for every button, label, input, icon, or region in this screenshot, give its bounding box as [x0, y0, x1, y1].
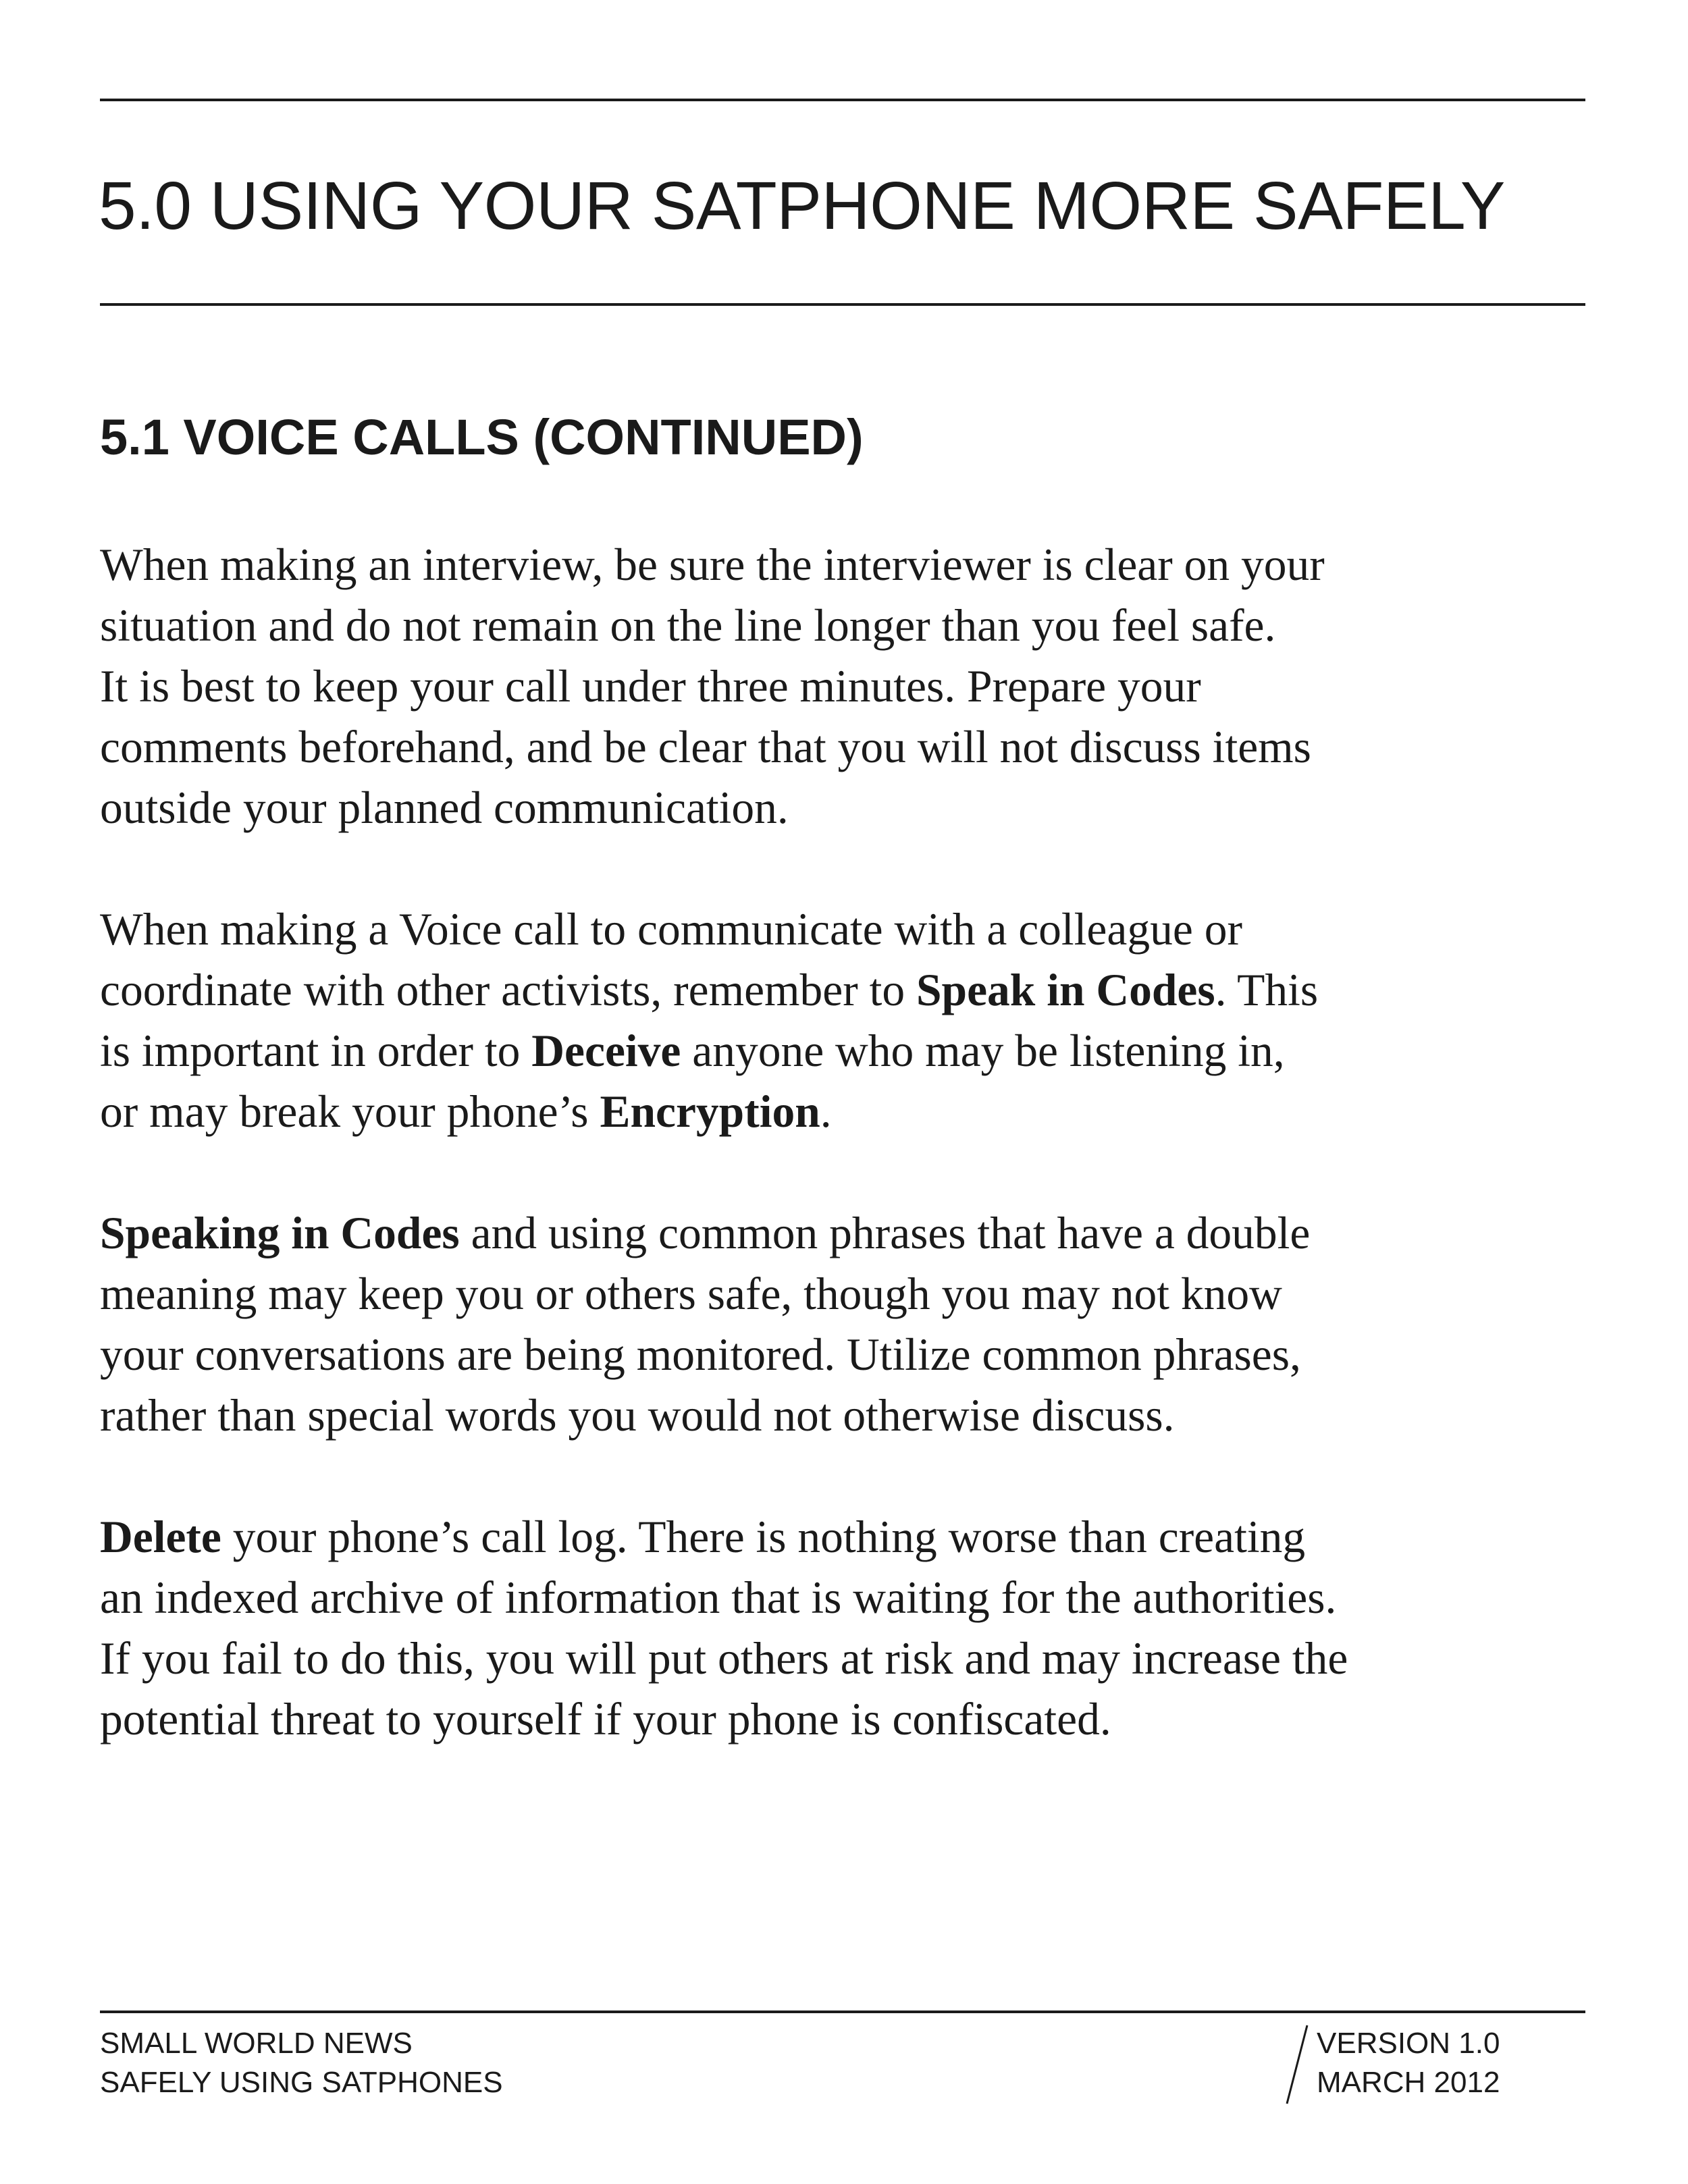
text-line	[100, 1082, 1595, 1142]
paragraph-delete-log	[100, 1507, 1595, 1750]
text-line	[100, 960, 1595, 1021]
paragraph-speaking-in-codes	[100, 1203, 1595, 1446]
text-segment: .	[820, 1086, 832, 1137]
emphasis-speak-in-codes: Speak in Codes	[916, 965, 1215, 1015]
paragraph-interview	[100, 535, 1595, 838]
text-line: meaning may keep you or others safe, though you may not know	[100, 1269, 1282, 1319]
text-line: an indexed archive of information that is waiting for the authorities.	[100, 1572, 1337, 1623]
text-segment: anyone who may be listening in,	[681, 1026, 1285, 1076]
footer-doc-title: SAFELY USING SATPHONES	[100, 2066, 503, 2099]
emphasis-encryption: Encryption	[600, 1086, 820, 1137]
body-text	[100, 535, 1595, 1811]
text-line	[100, 1021, 1595, 1082]
text-line: When making an interview, be sure the interviewer is clear on your	[100, 539, 1325, 590]
text-line: comments beforehand, and be clear that you will not discuss items	[100, 722, 1311, 772]
text-segment: your phone’s call log. There is nothing worse than creating	[221, 1512, 1306, 1562]
footer-rule	[100, 2010, 1585, 2013]
footer-publisher	[100, 2024, 503, 2102]
slash-divider-icon	[1283, 2023, 1310, 2106]
text-segment: and using common phrases that have a double	[459, 1208, 1311, 1258]
emphasis-delete: Delete	[100, 1512, 221, 1562]
text-line: situation and do not remain on the line longer than you feel safe.	[100, 600, 1276, 651]
header-bottom-rule	[100, 303, 1585, 306]
text-line	[100, 1203, 1595, 1264]
chapter-title: 5.0 USING YOUR SATPHONE MORE SAFELY	[99, 168, 1505, 244]
header-top-rule	[100, 99, 1585, 101]
text-line: It is best to keep your call under three minutes. Prepare your	[100, 661, 1201, 712]
paragraph-voice-call	[100, 899, 1595, 1142]
text-line	[100, 1507, 1595, 1568]
footer-date: MARCH 2012	[1317, 2066, 1500, 2099]
text-segment: or may break your phone’s	[100, 1086, 600, 1137]
text-line: If you fail to do this, you will put others at risk and may increase the	[100, 1633, 1348, 1684]
footer-org-name: SMALL WORLD NEWS	[100, 2027, 413, 2060]
text-segment: . This	[1215, 965, 1319, 1015]
emphasis-speaking-in-codes: Speaking in Codes	[100, 1208, 460, 1258]
text-line: outside your planned communication.	[100, 782, 789, 833]
text-line: rather than special words you would not otherwise discuss.	[100, 1390, 1175, 1441]
footer-version-info	[1317, 2024, 1500, 2102]
text-segment: coordinate with other activists, remember to	[100, 965, 917, 1015]
footer-version: VERSION 1.0	[1317, 2027, 1500, 2060]
text-line: your conversations are being monitored. Utilize common phrases,	[100, 1329, 1301, 1380]
text-line: When making a Voice call to communicate with a colleague or	[100, 904, 1242, 955]
text-line: potential threat to yourself if your phone is confiscated.	[100, 1694, 1111, 1744]
emphasis-deceive: Deceive	[531, 1026, 681, 1076]
text-segment: is important in order to	[100, 1026, 532, 1076]
section-title: 5.1 VOICE CALLS (CONTINUED)	[100, 409, 864, 465]
